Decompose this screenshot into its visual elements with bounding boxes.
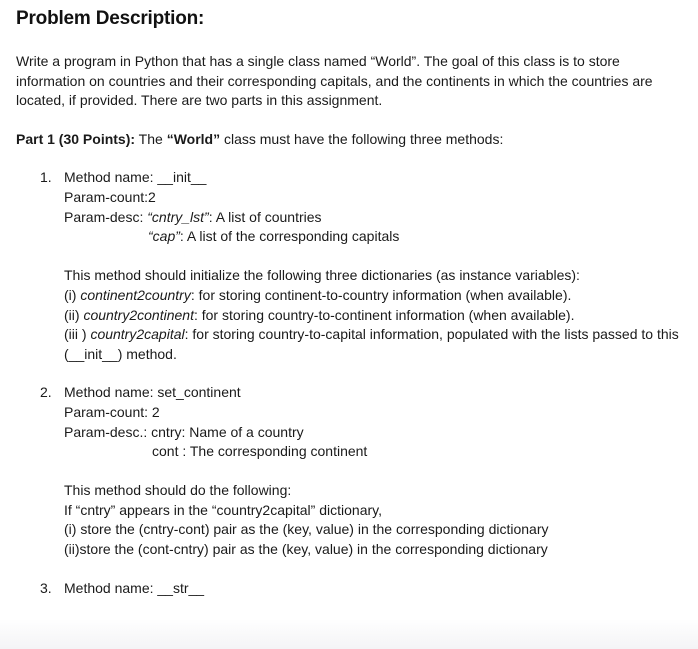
dict-line-2 (64, 306, 686, 326)
method-item-set-continent (16, 383, 686, 559)
param1-name: “cntry_lst” (147, 208, 209, 225)
method-body-line-3: (i) store the (cntry-cont) pair as the (key, value) in the corresponding dictionary (64, 521, 549, 538)
document (16, 6, 686, 598)
dict3-desc: : for storing country-to-capital information, populated with the lists passed to this (__init__) method. (64, 326, 679, 362)
method-number: 1. (40, 169, 52, 186)
param-desc-line-2: cont : The corresponding continent (152, 443, 368, 460)
param-desc-line: Param-desc.: cntry: Name of a country (64, 423, 304, 440)
part1-class-name: “World” (166, 130, 221, 147)
method-number: 3. (40, 579, 52, 596)
intro-paragraph: Write a program in Python that has a single class named “World”. The goal of this class is to store information on countries and their corresponding capitals, and the continents in which the countries are located, if provided. There are two parts in this assignment. (16, 53, 653, 109)
param2-desc: : A list of the corresponding capitals (179, 228, 400, 245)
method-name-line: Method name: __str__ (64, 579, 205, 596)
param1-desc: : A list of countries (208, 208, 322, 225)
param-count-line: Param-count: 2 (64, 403, 160, 420)
method-item-str (16, 579, 686, 599)
method-name-line: Method name: __init__ (64, 169, 207, 186)
dict2-desc: : for storing country-to-continent information (when available). (193, 306, 575, 323)
part1-label: Part 1 (30 Points): (16, 130, 136, 147)
param-count-line: Param-count:2 (64, 188, 156, 205)
dict1-prefix: (i) (64, 286, 81, 303)
dict1-desc: : for storing continent-to-country information (when available). (190, 286, 572, 303)
methods-list (16, 168, 686, 598)
method-body-line-1: This method should do the following: (64, 482, 292, 499)
bottom-fade (0, 619, 698, 649)
param-desc-line (64, 208, 686, 228)
method-name-line: Method name: set_continent (64, 384, 241, 401)
method-number: 2. (40, 384, 52, 401)
dict3-prefix: (iii ) (64, 326, 91, 343)
page-title: Problem Description: (16, 8, 205, 29)
dict3-name: country2capital (90, 326, 185, 343)
method-body-line-4: (ii)store the (cont-cntry) pair as the (key, value) in the corresponding dictionary (64, 541, 548, 558)
dict2-name: country2continent (83, 306, 194, 323)
dict-line-3 (64, 325, 686, 364)
dict-line-1 (64, 286, 686, 306)
method-body-line-2: If “cntry” appears in the “country2capital” dictionary, (64, 501, 382, 518)
dict2-prefix: (ii) (64, 306, 84, 323)
part1-text-before: The (135, 130, 167, 147)
dict1-name: continent2country (80, 286, 191, 303)
param-desc-prefix: Param-desc: (64, 208, 148, 225)
part1-heading (16, 130, 686, 150)
param-desc-line-2 (64, 227, 686, 247)
method-item-init (16, 168, 686, 364)
param2-name: “cap” (148, 228, 180, 245)
method-body-intro: This method should initialize the following three dictionaries (as instance variables): (64, 267, 580, 284)
part1-text-after: class must have the following three methods: (220, 130, 504, 147)
